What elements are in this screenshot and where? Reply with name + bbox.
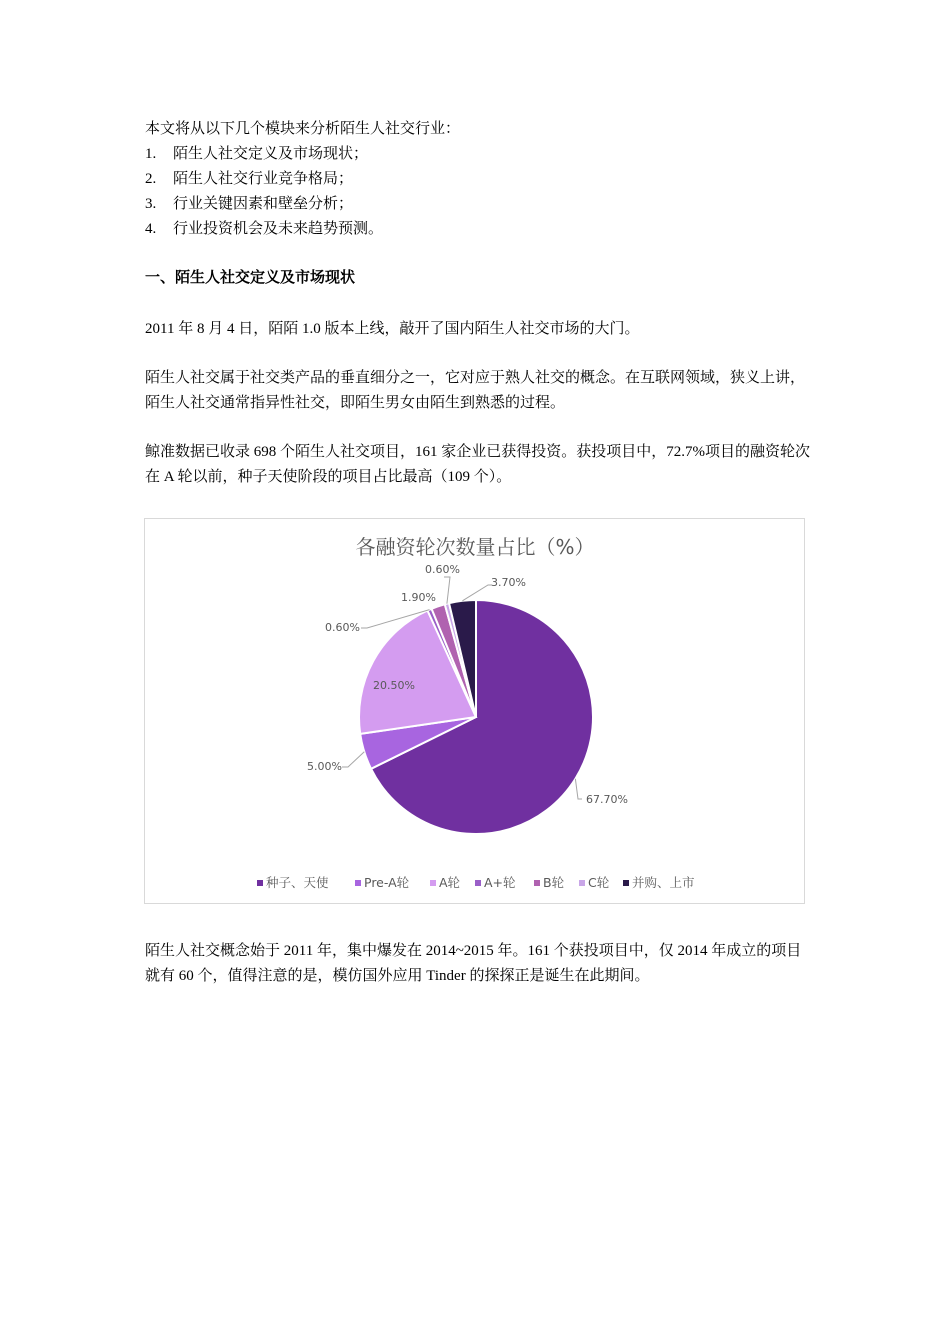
paragraph-definition: 陌生人社交属于社交类产品的垂直细分之一，它对应于熟人社交的概念。在互联网领域，狭义上讲，陌生人社交通常指异性社交，即陌生男女由陌生到熟悉的过程。 [145,370,806,411]
legend-swatch [257,880,263,886]
data-label: 3.70% [491,576,526,589]
legend-label: 种子、天使 [266,875,329,890]
label-leader-line [575,779,582,799]
legend-swatch [475,880,481,886]
data-label: 1.90% [401,591,436,604]
list-number: 4. [145,221,157,237]
chart-legend [257,875,695,890]
legend-label: A轮 [439,875,461,890]
legend-label: A+轮 [484,875,516,890]
pie-chart-svg [145,519,806,905]
legend-swatch [430,880,436,886]
list-item [145,192,383,217]
data-label: 0.60% [325,621,360,634]
legend-label: C轮 [588,875,610,890]
pie-slices [359,600,593,834]
paragraph-momo-launch: 2011 年 8 月 4 日，陌陌 1.0 版本上线，敲开了国内陌生人社交市场的大门。 [145,321,640,337]
label-leader-line [444,577,450,604]
label-leader-line [462,585,492,601]
outline-list [145,142,383,242]
data-label: 67.70% [586,793,628,806]
data-label: 5.00% [307,760,342,773]
list-item [145,142,383,167]
legend-swatch [534,880,540,886]
legend-label: 并购、上市 [632,875,695,890]
legend-label: B轮 [543,875,565,890]
label-leader-line [342,752,364,767]
data-label: 20.50% [373,679,415,692]
section-heading: 一、陌生人社交定义及市场现状 [145,270,356,286]
list-item [145,217,383,242]
list-text: 行业投资机会及未来趋势预测。 [173,221,384,237]
list-text: 陌生人社交行业竞争格局； [173,171,354,187]
list-number: 1. [145,146,157,162]
legend-swatch [355,880,361,886]
paragraph-investment-data: 鲸准数据已收录 698 个陌生人社交项目，161 家企业已获得投资。获投项目中，72.7%项目的融资轮次在 A 轮以前，种子天使阶段的项目占比最高（109 个）。 [145,444,810,485]
paragraph-history: 陌生人社交概念始于 2011 年，集中爆发在 2014~2015 年。161 个获投项目中，仅 2014 年成立的项目就有 60 个，值得注意的是，模仿国外应用 Tinder 的探探正是诞生在此期间。 [145,943,802,984]
legend-swatch [623,880,629,886]
legend-label: Pre-A轮 [364,875,410,890]
pie-chart [144,518,805,904]
list-text: 行业关键因素和壁垒分析； [173,196,354,212]
data-label: 0.60% [425,563,460,576]
intro-text: 本文将从以下几个模块来分析陌生人社交行业： [145,121,461,137]
legend-swatch [579,880,585,886]
list-item [145,167,383,192]
chart-title: 各融资轮次数量占比（%） [355,535,595,559]
list-text: 陌生人社交定义及市场现状； [173,146,369,162]
list-number: 3. [145,196,157,212]
list-number: 2. [145,171,157,187]
